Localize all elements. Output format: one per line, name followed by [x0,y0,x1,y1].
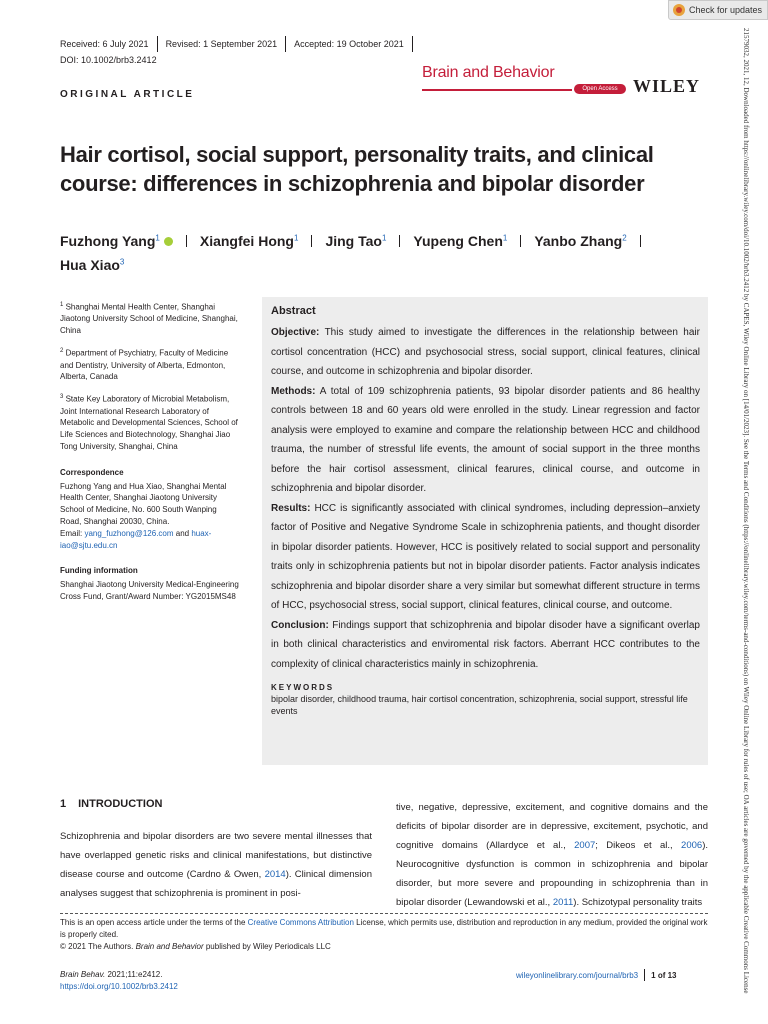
email-link[interactable]: huax-iao@sjtu.edu.cn [60,528,212,550]
copyright: © 2021 The Authors. Brain and Behavior published by Wiley Periodicals LLC [60,942,331,951]
open-access-badge: Open Access [574,84,626,94]
affiliation: $^3$ State Key Laboratory of Microbial Metabolism, Joint International Research Laboratory of Metabolic and Developmental Sciences, School of Life Sciences and Biotechnology, Shanghai Jiao Tong University, Shanghai, China [60,394,238,451]
abstract-box [262,297,708,765]
abstract-conclusion: Conclusion: Findings support that schizophrenia and bipolar disoder have a significant overlap in both clinical characteristics and enviromental risk factors. Aberrant HCC contributes to the complexity of clinical characteristics mainly in schizophrenia. [271,619,700,670]
author-list [60,227,700,276]
license-link[interactable]: Creative Commons Attribution [247,918,354,927]
affiliation: $^1$ Shanghai Mental Health Center, Shanghai Jiaotong University School of Medicine, Shanghai, China [60,302,238,336]
author-name[interactable]: Yanbo Zhang$^2$ [534,232,627,249]
journal-underline [422,89,572,91]
funding-heading: Funding information [60,566,138,576]
accepted-date: Accepted: 19 October 2021 [294,39,404,49]
footer-right [516,969,676,981]
affiliation: $^2$ Department of Psychiatry, Faculty of Medicine and Dentistry, University of Alberta, Edmonton, Alberta, Canada [60,348,229,382]
citation-link[interactable]: 2011 [552,897,574,908]
divider [640,235,641,247]
page-number: 1 of 13 [651,970,677,980]
citation-link[interactable]: 2007 [574,840,596,851]
author-name[interactable]: Hua Xiao$^3$ [60,257,125,274]
author-name[interactable]: Xiangfei Hong$^1$ [199,232,299,249]
author-name[interactable]: Yupeng Chen$^1$ [413,232,508,249]
section-heading: 1 INTRODUCTION [60,798,163,810]
doi-link[interactable]: https://doi.org/10.1002/brb3.2412 [60,982,178,991]
author-name[interactable]: Fuzhong Yang$^1$ [60,232,160,249]
publisher-logo: WILEY [633,76,701,96]
paragraph: tive, negative, depressive, excitement, and cognitive domains and the deficits of bipolar disorder are in depressive, excitement, psychotic, and cognitive domains (Allardyce et al., 2007; Dikeos et al., 2006). Neurocognitive dysfunction is common in schizophrenia and bipolar disorder, but more severe and propounding in schizophrenia than in bipolar disorder (Lewandowski et al., 2011). Schizotypal personality traits [396,802,708,908]
keywords-heading: KEYWORDS [271,683,335,692]
crossmark-icon [673,4,685,16]
citation-link[interactable]: 2006 [681,840,703,851]
check-for-updates-button[interactable] [668,0,768,20]
divider [399,235,400,247]
footer-citation: Brain Behav. 2021;11:e2412. https://doi.org/10.1002/brb3.2412 [60,970,178,991]
divider [644,969,645,981]
front-matter-sidebar [60,300,240,612]
divider [520,235,521,247]
abstract-heading: Abstract [271,305,316,317]
divider [157,36,158,52]
body-column-right [396,798,708,912]
revised-date: Revised: 1 September 2021 [165,39,278,49]
license-note: This is an open access article under the terms of the Creative Commons Attribution License, which permits use, distribution and reproduction in any medium, provided the original work is properly cited. © 2021 The Authors. Brain and Behavior published by Wiley Periodicals LLC [60,918,708,951]
journal-name: Brain and Behavior [422,64,555,81]
abstract-results: Results: HCC is significantly associated with clinical syndromes, including depression–anxiety factor of Positive and Negative Syndrome Scale in schizophrenia patients, and thought disorder in bipolar disorder patients. However, HCC is positively related to social support and personality traits only in schizophrenia patients but not in bipolar disorder patients. Factor analysis indicates schizophrenia and bipolar disorder share a very similar but somewhat different structure in terms of HCC, psychosocial stress, social support, clinical features, clinical course, and outcome. [271,502,700,611]
journal-url-link[interactable]: wileyonlinelibrary.com/journal/brb3 [516,970,639,980]
author-name[interactable]: Jing Tao$^1$ [325,232,387,249]
divider [285,36,286,52]
received-date: Received: 6 July 2021 [60,39,149,49]
correspondence-heading: Correspondence [60,467,124,477]
divider [186,235,187,247]
article-dates [60,36,421,52]
correspondence-text: Fuzhong Yang and Hua Xiao, Shanghai Mental Health Center, Shanghai Jiaotong University School of Medicine, No. 600 South Wanping Road, Shanghai 20030, China. Email: yang_fuzhong@126.com and huax-iao@sjtu.edu.cn [60,481,227,550]
keywords: bipolar disorder, childhood trauma, hair cortisol concentration, schizophrenia, social support, stressful life events [271,694,688,716]
article-doi: DOI: 10.1002/brb3.2412 [60,55,157,65]
abstract-methods: Methods: A total of 109 schizophrenia patients, 93 bipolar disorder patients and 86 healthy controls between 18 and 60 years old were enrolled in the study. Linear regression and factor analysis were employed to examine and compare the relationship between HCC and childhood trauma, the number of stressful life events, the amount of social support in the three months before the hair cortisol assessment, clinical fearures, clinical course, and outcome in schizophrenia and bipolar disorder. [271,385,700,494]
download-stamp: 21579032, 2021, 12, Downloaded from https://onlinelibrary.wiley.com/doi/10.1002/brb3.2412 by CAPES, Wiley Online Library on [14/01/2023]. See the Terms and Conditions (https://onlinelibrary.wiley.com/terms-and-conditions) on Wiley Online Library for rules of use; OA articles are governed by the applicable Creative Commons License [742,28,750,994]
article-type: ORIGINAL ARTICLE [60,89,195,100]
divider [412,36,413,52]
divider [311,235,312,247]
abstract-objective: Objective: This study aimed to investigate the differences in the relationship between hair cortisol concentration (HCC) and psychosocial stress, social support, clinical features, clinical course, and outcome in schizophrenia and bipolar disorder. [271,327,700,377]
check-for-updates-label: Check for updates [689,5,763,15]
orcid-icon[interactable] [164,237,173,246]
body-column-left [60,827,372,903]
email-link[interactable]: yang_fuzhong@126.com [84,528,174,538]
footnote-divider [60,913,708,914]
article-title: Hair cortisol, social support, personality traits, and clinical course: differences in schizophrenia and bipolar disorder [60,142,654,196]
funding-text: Shanghai Jiaotong University Medical-Engineering Cross Fund, Grant/Award Number: YG2015MS48 [60,580,239,601]
citation-link[interactable]: 2014 [264,869,286,880]
paragraph: Schizophrenia and bipolar disorders are two severe mental illnesses that have overlapped genetic risks and clinical manifestations, but distinctive disease course and outcome (Cardno & Owen, 2014). Clinical dimension analyses suggest that schizophrenia is prominent in posi- [60,831,372,899]
